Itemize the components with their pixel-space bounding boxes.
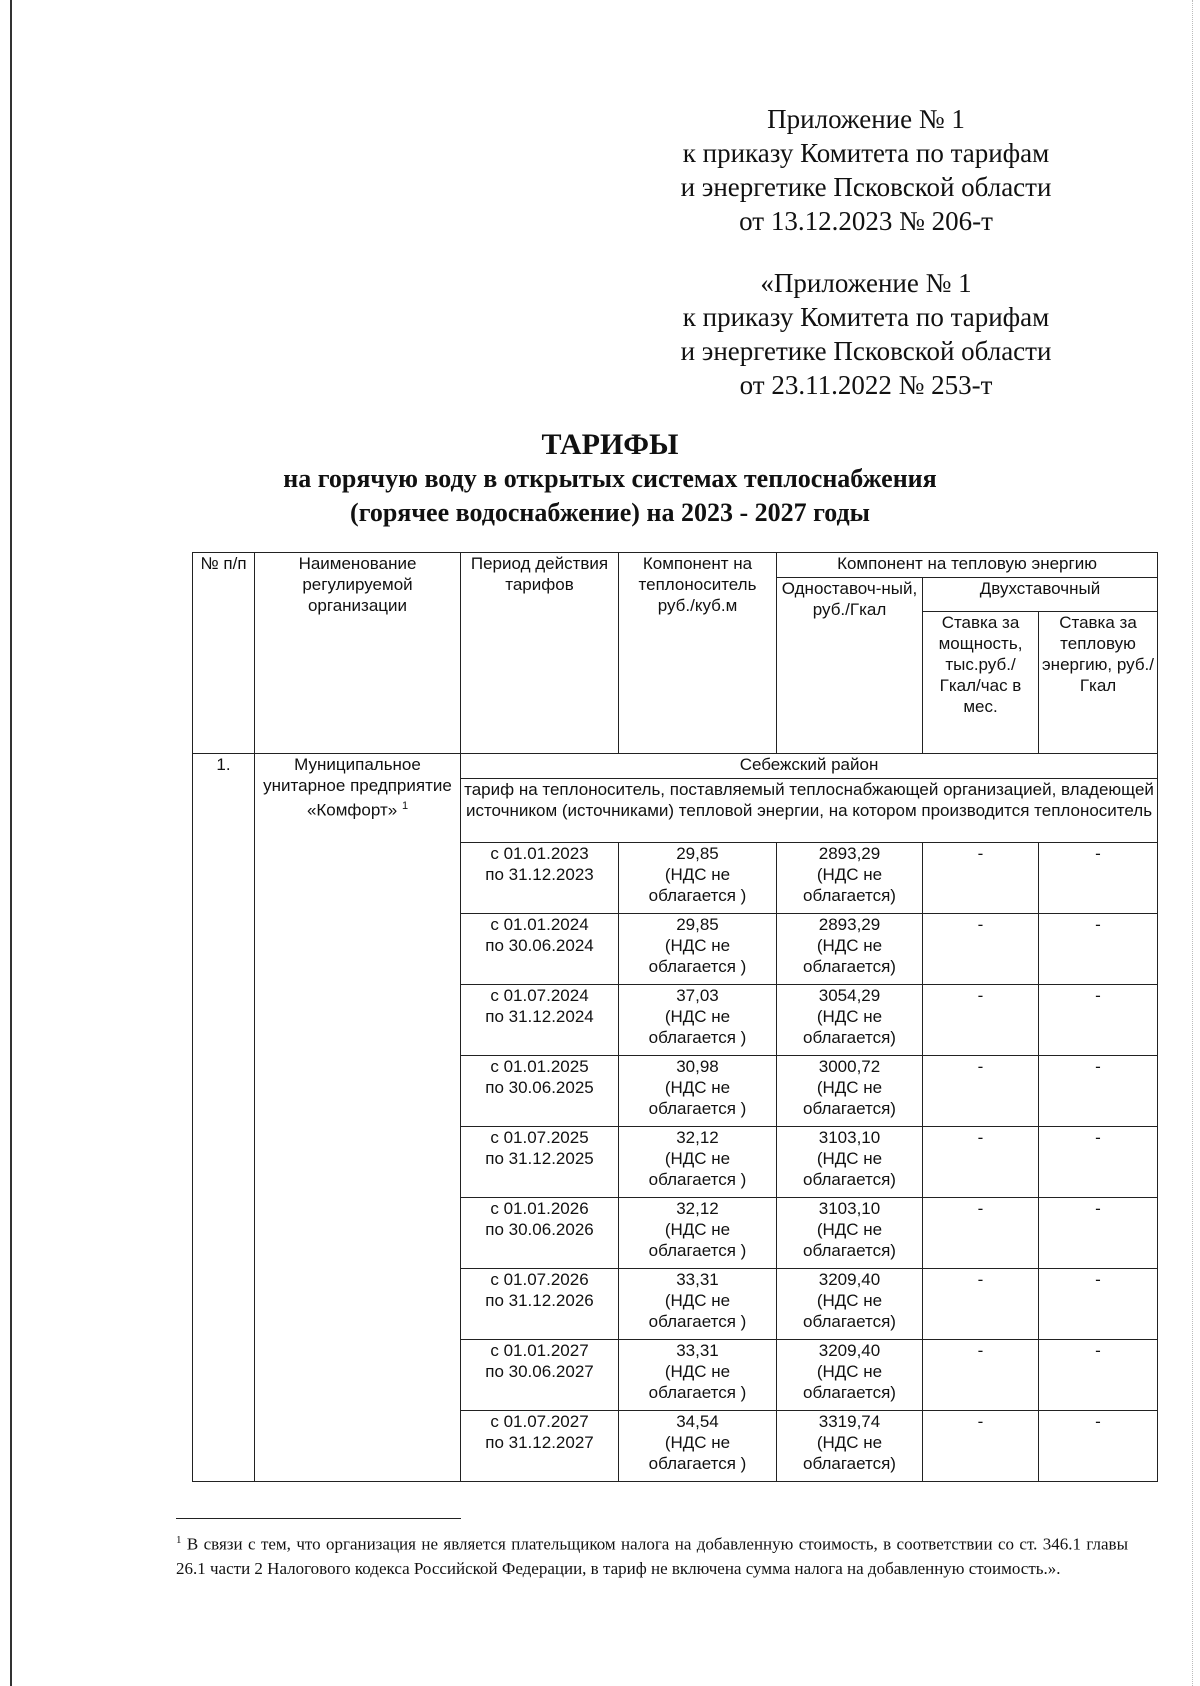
vat-note: (НДС не облагается ) bbox=[648, 936, 747, 976]
right-edge-line bbox=[1192, 0, 1194, 1686]
carrier-tariff bbox=[619, 985, 777, 1056]
capacity-rate-value: - bbox=[923, 843, 1039, 914]
single-rate-tariff bbox=[777, 1340, 923, 1411]
annex-header-previous bbox=[656, 266, 1076, 402]
period-to: по 31.12.2023 bbox=[485, 865, 594, 884]
period-from: с 01.01.2023 bbox=[490, 844, 589, 863]
annex-line: от 23.11.2022 № 253-т bbox=[739, 370, 993, 400]
document-title: ТАРИФЫ bbox=[541, 428, 679, 461]
carrier-tariff-value: 29,85 bbox=[676, 915, 719, 934]
carrier-tariff bbox=[619, 1127, 777, 1198]
left-margin-line bbox=[10, 0, 12, 1686]
footnote-marker: 1 bbox=[401, 800, 409, 812]
period-to: по 30.06.2025 bbox=[485, 1078, 594, 1097]
annex-line: к приказу Комитета по тарифам bbox=[682, 138, 1050, 168]
capacity-rate-value: - bbox=[923, 985, 1039, 1056]
tariff-period bbox=[461, 1056, 619, 1127]
period-from: с 01.07.2024 bbox=[490, 986, 589, 1005]
vat-note: (НДС не облагается) bbox=[803, 1007, 896, 1047]
single-rate-tariff bbox=[777, 843, 923, 914]
energy-rate-value: - bbox=[1039, 1269, 1158, 1340]
tariff-period bbox=[461, 843, 619, 914]
carrier-tariff-value: 37,03 bbox=[676, 986, 719, 1005]
vat-note: (НДС не облагается ) bbox=[648, 1220, 747, 1260]
capacity-rate-value: - bbox=[923, 1411, 1039, 1482]
vat-note: (НДС не облагается ) bbox=[648, 865, 747, 905]
header-carrier-component: Компонент на теплоноситель руб./куб.м bbox=[619, 553, 777, 754]
vat-note: (НДС не облагается) bbox=[803, 1149, 896, 1189]
annex-header-current bbox=[656, 102, 1076, 238]
energy-rate-value: - bbox=[1039, 985, 1158, 1056]
document-subtitle-line-2: (горячее водоснабжение) на 2023 - 2027 годы bbox=[350, 498, 870, 527]
carrier-tariff-value: 34,54 bbox=[676, 1412, 719, 1431]
vat-note: (НДС не облагается) bbox=[803, 1433, 896, 1473]
carrier-tariff bbox=[619, 914, 777, 985]
vat-note: (НДС не облагается ) bbox=[648, 1291, 747, 1331]
single-rate-tariff-value: 2893,29 bbox=[818, 915, 881, 934]
carrier-tariff-value: 32,12 bbox=[676, 1128, 719, 1147]
single-rate-tariff-value: 3103,10 bbox=[818, 1199, 881, 1218]
capacity-rate-value: - bbox=[923, 1269, 1039, 1340]
carrier-note: тариф на теплоноситель, поставляемый теплоснабжающей организацией, владеющей источником (источниками) тепловой энергии, на котором производится теплоноситель bbox=[461, 779, 1158, 843]
header-period: Период действия тарифов bbox=[461, 553, 619, 754]
single-rate-tariff-value: 3054,29 bbox=[818, 986, 881, 1005]
single-rate-tariff bbox=[777, 1269, 923, 1340]
annex-line: к приказу Комитета по тарифам bbox=[682, 302, 1050, 332]
carrier-tariff bbox=[619, 1056, 777, 1127]
capacity-rate-value: - bbox=[923, 914, 1039, 985]
header-organization: Наименование регулируемой организации bbox=[255, 553, 461, 754]
single-rate-tariff-value: 2893,29 bbox=[818, 844, 881, 863]
period-from: с 01.07.2027 bbox=[490, 1412, 589, 1431]
period-from: с 01.01.2026 bbox=[490, 1199, 589, 1218]
annex-line: Приложение № 1 bbox=[767, 104, 965, 134]
carrier-tariff-value: 29,85 bbox=[676, 844, 719, 863]
header-num: № п/п bbox=[193, 553, 255, 754]
period-to: по 31.12.2025 bbox=[485, 1149, 594, 1168]
single-rate-tariff bbox=[777, 1198, 923, 1269]
period-to: по 30.06.2026 bbox=[485, 1220, 594, 1239]
vat-note: (НДС не облагается) bbox=[803, 936, 896, 976]
carrier-tariff bbox=[619, 1269, 777, 1340]
footnote-number: 1 bbox=[176, 1534, 182, 1546]
capacity-rate-value: - bbox=[923, 1198, 1039, 1269]
vat-note: (НДС не облагается) bbox=[803, 1220, 896, 1260]
header-two-part-rate: Двухставочный bbox=[923, 578, 1158, 612]
energy-rate-value: - bbox=[1039, 1127, 1158, 1198]
period-from: с 01.07.2026 bbox=[490, 1270, 589, 1289]
tariff-period bbox=[461, 914, 619, 985]
single-rate-tariff bbox=[777, 1411, 923, 1482]
period-to: по 31.12.2027 bbox=[485, 1433, 594, 1452]
tariff-period bbox=[461, 985, 619, 1056]
period-to: по 30.06.2024 bbox=[485, 936, 594, 955]
carrier-tariff bbox=[619, 843, 777, 914]
energy-rate-value: - bbox=[1039, 1198, 1158, 1269]
carrier-tariff bbox=[619, 1198, 777, 1269]
capacity-rate-value: - bbox=[923, 1127, 1039, 1198]
single-rate-tariff bbox=[777, 1056, 923, 1127]
vat-note: (НДС не облагается) bbox=[803, 1291, 896, 1331]
annex-line: и энергетике Псковской области bbox=[680, 172, 1052, 202]
energy-rate-value: - bbox=[1039, 1056, 1158, 1127]
footnote-divider bbox=[176, 1518, 461, 1519]
footnote-text: В связи с тем, что организация не является плательщиком налога на добавленную стоимость, в соответствии со ст. 346.1 главы 26.1 части 2 Налогового кодекса Российской Федерации, в тариф не включена сумма налога на добавленную стоимость.». bbox=[176, 1534, 1129, 1578]
carrier-tariff-value: 33,31 bbox=[676, 1270, 719, 1289]
vat-note: (НДС не облагается ) bbox=[648, 1149, 747, 1189]
header-thermal-component: Компонент на тепловую энергию bbox=[777, 553, 1158, 578]
vat-note: (НДС не облагается ) bbox=[648, 1007, 747, 1047]
single-rate-tariff bbox=[777, 1127, 923, 1198]
period-from: с 01.01.2025 bbox=[490, 1057, 589, 1076]
header-energy-rate: Ставка за тепловую энергию, руб./Гкал bbox=[1039, 612, 1158, 754]
single-rate-tariff-value: 3209,40 bbox=[818, 1270, 881, 1289]
annex-line: «Приложение № 1 bbox=[760, 268, 972, 298]
capacity-rate-value: - bbox=[923, 1340, 1039, 1411]
single-rate-tariff-value: 3319,74 bbox=[818, 1412, 881, 1431]
carrier-tariff-value: 32,12 bbox=[676, 1199, 719, 1218]
vat-note: (НДС не облагается ) bbox=[648, 1362, 747, 1402]
header-capacity-rate: Ставка за мощность, тыс.руб./ Гкал/час в мес. bbox=[923, 612, 1039, 754]
period-from: с 01.01.2027 bbox=[490, 1341, 589, 1360]
vat-note: (НДС не облагается) bbox=[803, 865, 896, 905]
vat-note: (НДС не облагается ) bbox=[648, 1078, 747, 1118]
energy-rate-value: - bbox=[1039, 843, 1158, 914]
single-rate-tariff bbox=[777, 985, 923, 1056]
energy-rate-value: - bbox=[1039, 1340, 1158, 1411]
single-rate-tariff bbox=[777, 914, 923, 985]
tariff-period bbox=[461, 1269, 619, 1340]
carrier-tariff-value: 30,98 bbox=[676, 1057, 719, 1076]
district-name: Себежский район bbox=[461, 754, 1158, 779]
period-to: по 31.12.2026 bbox=[485, 1291, 594, 1310]
document-subtitle-line-1: на горячую воду в открытых системах теплоснабжения bbox=[283, 464, 937, 493]
vat-note: (НДС не облагается) bbox=[803, 1362, 896, 1402]
single-rate-tariff-value: 3209,40 bbox=[818, 1341, 881, 1360]
vat-note: (НДС не облагается) bbox=[803, 1078, 896, 1118]
tariffs-table bbox=[192, 552, 1158, 1482]
tariff-period bbox=[461, 1198, 619, 1269]
vat-note: (НДС не облагается ) bbox=[648, 1433, 747, 1473]
single-rate-tariff-value: 3000,72 bbox=[818, 1057, 881, 1076]
period-to: по 31.12.2024 bbox=[485, 1007, 594, 1026]
header-single-rate: Одноставоч-ный, руб./Гкал bbox=[777, 578, 923, 754]
carrier-tariff-value: 33,31 bbox=[676, 1341, 719, 1360]
footnote bbox=[176, 1528, 1128, 1581]
energy-rate-value: - bbox=[1039, 1411, 1158, 1482]
single-rate-tariff-value: 3103,10 bbox=[818, 1128, 881, 1147]
carrier-tariff bbox=[619, 1340, 777, 1411]
organization-name-text: Муниципальное унитарное предприятие «Комфорт» bbox=[263, 755, 452, 820]
tariff-period bbox=[461, 1127, 619, 1198]
energy-rate-value: - bbox=[1039, 914, 1158, 985]
row-number: 1. bbox=[193, 754, 255, 1482]
carrier-tariff bbox=[619, 1411, 777, 1482]
period-from: с 01.01.2024 bbox=[490, 915, 589, 934]
annex-line: от 13.12.2023 № 206-т bbox=[739, 206, 993, 236]
period-from: с 01.07.2025 bbox=[490, 1128, 589, 1147]
period-to: по 30.06.2027 bbox=[485, 1362, 594, 1381]
organization-name bbox=[255, 754, 461, 1482]
tariff-period bbox=[461, 1411, 619, 1482]
tariff-period bbox=[461, 1340, 619, 1411]
annex-line: и энергетике Псковской области bbox=[680, 336, 1052, 366]
capacity-rate-value: - bbox=[923, 1056, 1039, 1127]
